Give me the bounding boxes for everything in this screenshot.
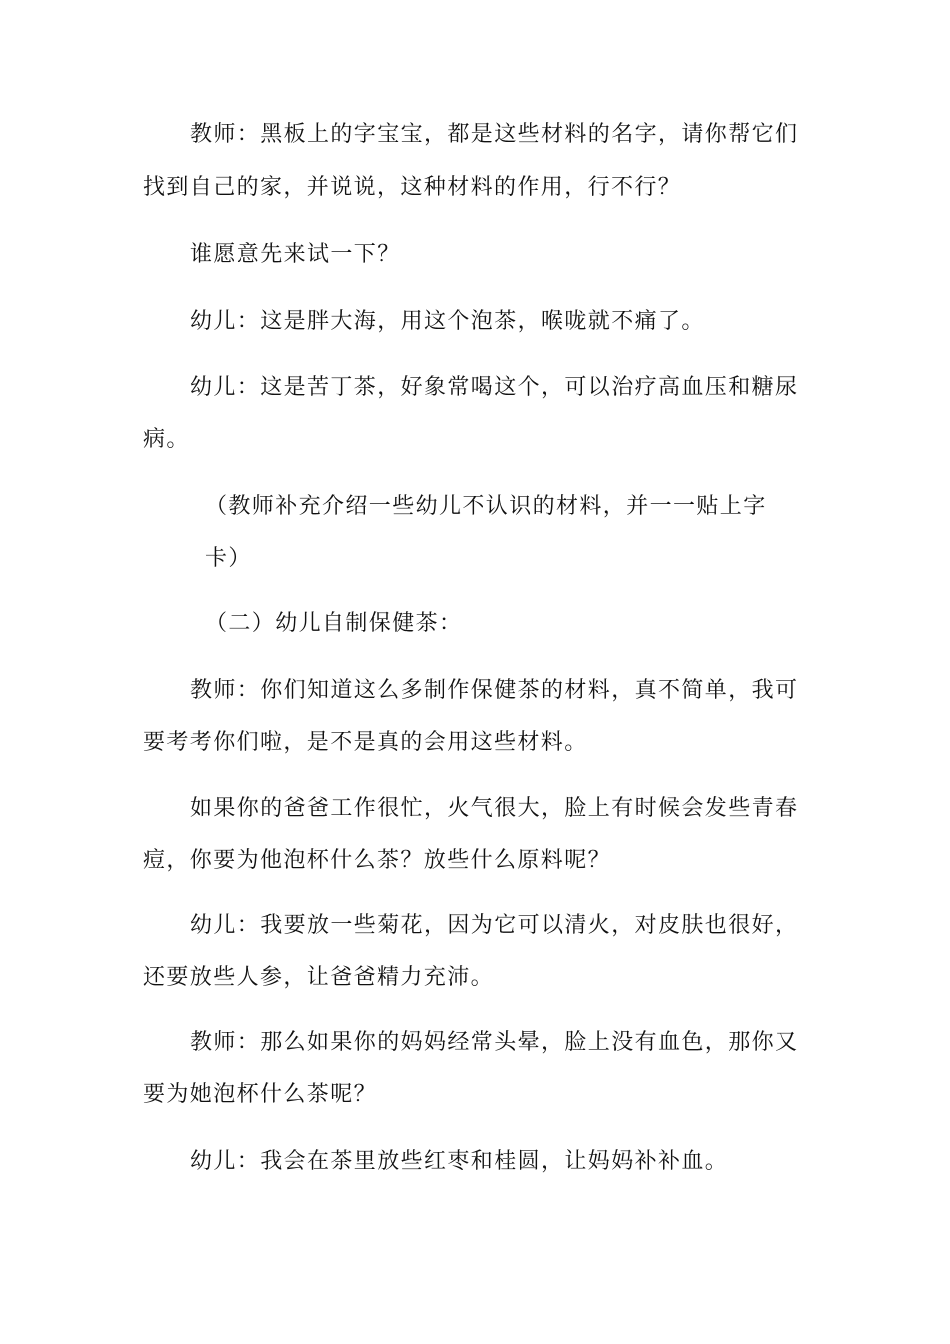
paragraph-1-line-2: 找到自己的家，并说说，这种材料的作用，行不行？: [143, 175, 682, 200]
paragraph-8-line-1: 如果你的爸爸工作很忙，火气很大，脸上有时候会发些青春: [190, 796, 799, 821]
paragraph-5-line-2: 卡）: [205, 546, 252, 571]
paragraph-2-line-1: 谁愿意先来试一下？: [190, 242, 401, 267]
section-heading: （二）幼儿自制保健茶：: [205, 611, 463, 636]
paragraph-4-line-2: 病。: [143, 427, 190, 452]
paragraph-1-line-1: 教师：黑板上的字宝宝，都是这些材料的名字，请你帮它们: [190, 122, 799, 147]
paragraph-3-line-1: 幼儿：这是胖大海，用这个泡茶，喉咙就不痛了。: [190, 309, 705, 334]
paragraph-8-line-2: 痘，你要为他泡杯什么茶？放些什么原料呢？: [143, 848, 612, 873]
paragraph-4-line-1: 幼儿：这是苦丁茶，好象常喝这个，可以治疗高血压和糖尿: [190, 375, 799, 400]
paragraph-10-line-1: 教师：那么如果你的妈妈经常头晕，脸上没有血色，那你又: [190, 1030, 799, 1055]
paragraph-7-line-1: 教师：你们知道这么多制作保健茶的材料，真不简单，我可: [190, 678, 799, 703]
paragraph-7-line-2: 要考考你们啦，是不是真的会用这些材料。: [143, 730, 588, 755]
paragraph-9-line-2: 还要放些人参，让爸爸精力充沛。: [143, 965, 495, 990]
paragraph-10-line-2: 要为她泡杯什么茶呢？: [143, 1082, 378, 1107]
paragraph-5-line-1: （教师补充介绍一些幼儿不认识的材料，并一一贴上字: [205, 494, 767, 519]
paragraph-9-line-1: 幼儿：我要放一些菊花，因为它可以清火，对皮肤也很好，: [190, 913, 799, 938]
paragraph-11-line-1: 幼儿：我会在茶里放些红枣和桂圆，让妈妈补补血。: [190, 1149, 729, 1174]
